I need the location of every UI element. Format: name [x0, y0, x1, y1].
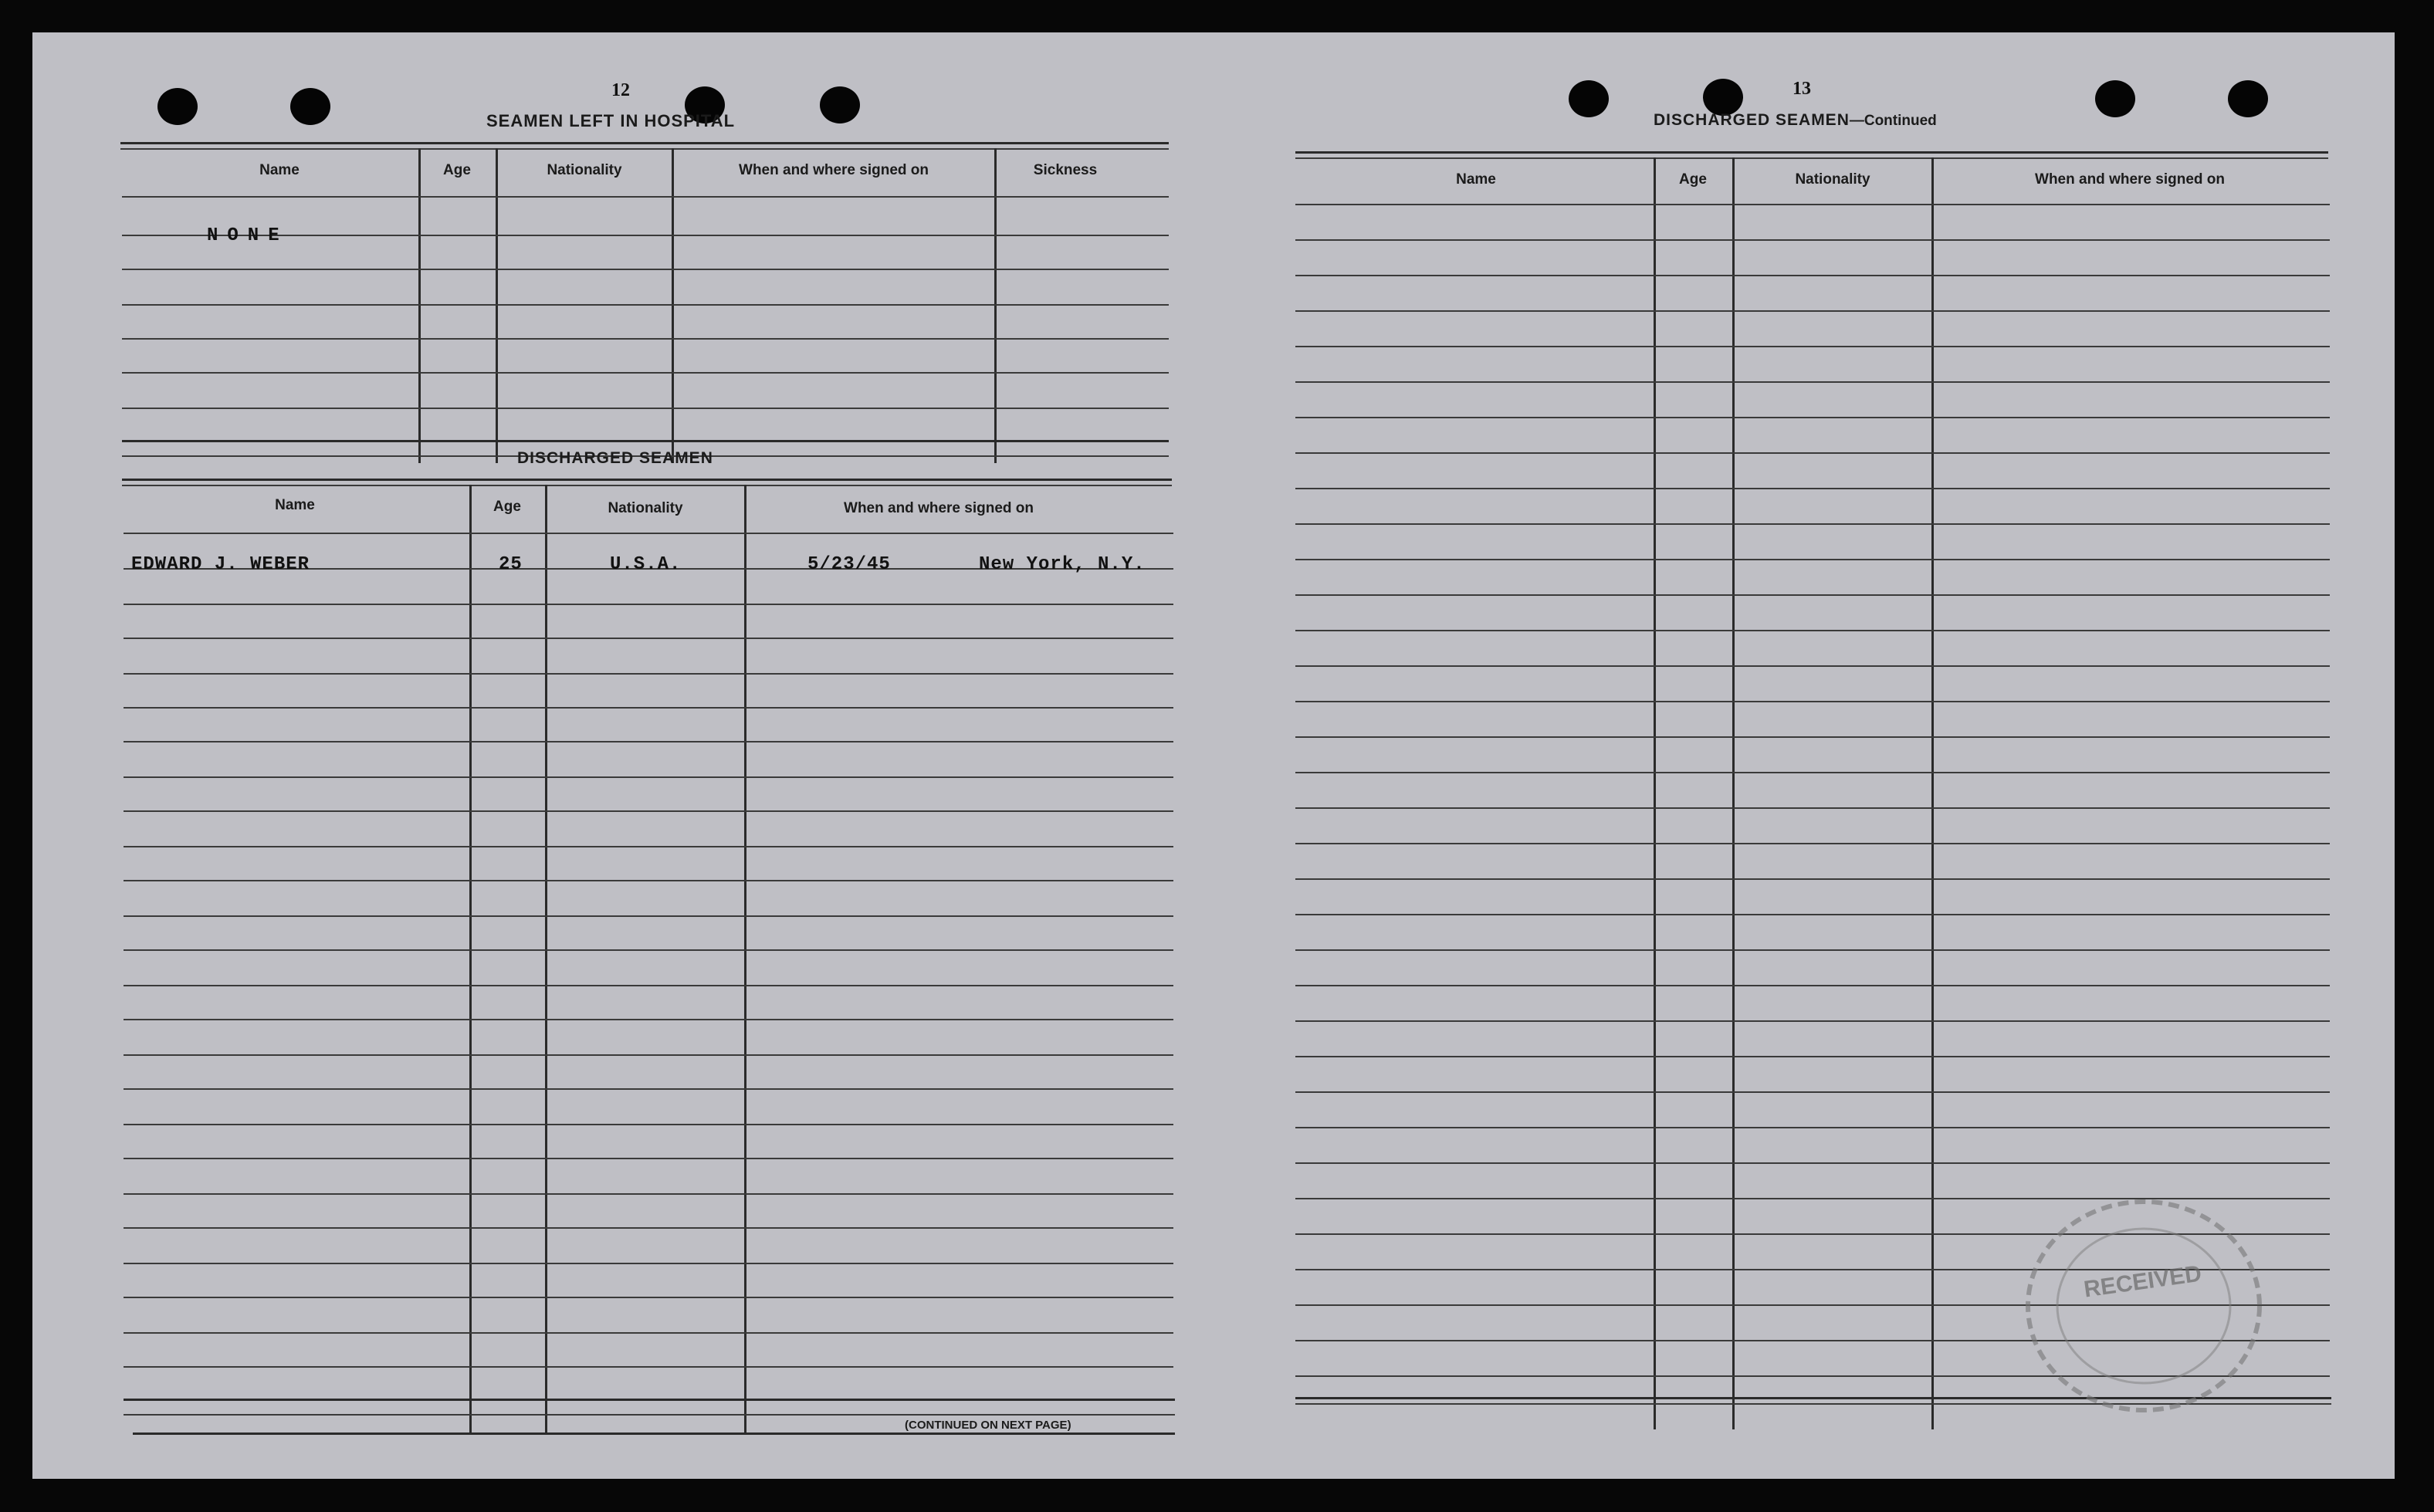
punch-hole: [157, 88, 198, 125]
right-col-age: Age: [1679, 171, 1707, 188]
continued-footer: (CONTINUED ON NEXT PAGE): [905, 1419, 1071, 1432]
right-col-nationality: Nationality: [1795, 171, 1870, 188]
hospital-col-sickness: Sickness: [1033, 162, 1098, 178]
left-page-number: 12: [611, 80, 630, 100]
hospital-section-title: SEAMEN LEFT IN HOSPITAL: [486, 111, 736, 130]
right-page-number: 13: [1792, 79, 1811, 99]
discharged-col-age: Age: [493, 499, 521, 515]
hospital-col-age: Age: [443, 162, 471, 178]
hospital-table-top-rule: [120, 142, 1169, 144]
discharged-row-nationality: U.S.A.: [610, 554, 682, 575]
right-col-signed-on: When and where signed on: [2035, 171, 2225, 188]
discharged-section-title: DISCHARGED SEAMEN: [517, 449, 713, 467]
discharged-row-age: 25: [499, 554, 523, 575]
hospital-col-name: Name: [259, 162, 300, 178]
hospital-entry-none: NONE: [207, 225, 289, 246]
hospital-col-nationality: Nationality: [547, 162, 622, 178]
punch-hole: [1569, 80, 1609, 117]
discharged-col-name: Name: [275, 497, 315, 513]
discharged-row-date: 5/23/45: [807, 554, 891, 575]
discharged-continued-title-main: DISCHARGED SEAMEN: [1654, 111, 1850, 129]
punch-hole: [2095, 80, 2135, 117]
discharged-continued-suffix: —Continued: [1849, 113, 1937, 129]
right-col-name: Name: [1456, 171, 1496, 188]
punch-hole: [1703, 79, 1743, 116]
discharged-col-signed-on: When and where signed on: [844, 500, 1034, 516]
stamp-text: RECEIVED: [2082, 1260, 2203, 1303]
discharged-row-name: EDWARD J. WEBER: [131, 554, 310, 575]
discharged-col-nationality: Nationality: [608, 500, 683, 516]
hospital-col-signed-on: When and where signed on: [739, 162, 929, 178]
punch-hole: [820, 86, 860, 123]
discharged-table-top-rule: [122, 479, 1172, 481]
discharged-row-place: New York, N.Y.: [979, 554, 1146, 575]
punch-hole: [2228, 80, 2268, 117]
punch-hole: [290, 88, 330, 125]
right-table-top-rule: [1295, 151, 2328, 154]
discharged-continued-title: [1654, 111, 1937, 130]
received-stamp: [2016, 1190, 2271, 1422]
document-sheet: [32, 32, 2395, 1479]
